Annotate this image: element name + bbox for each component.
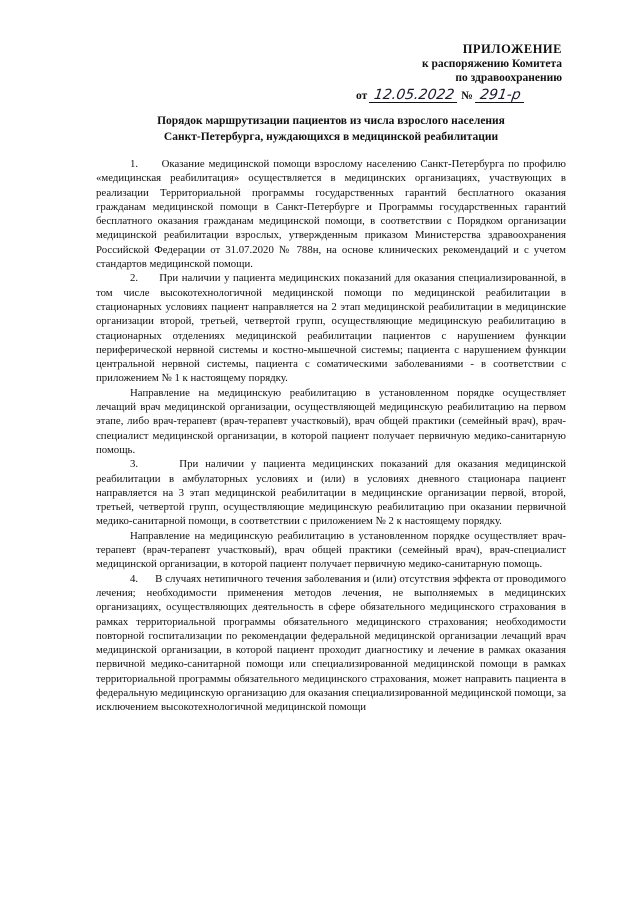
document-title-line-2: Санкт-Петербурга, нуждающихся в медицинской реабилитации xyxy=(163,130,499,143)
order-date: 12.05.2022 xyxy=(369,88,459,103)
appendix-title: ПРИЛОЖЕНИЕ xyxy=(462,42,562,56)
paragraph-4: 4. В случаях нетипичного течения заболевания и (или) отсутствия эффекта от проводимого лечения; необходимости применения методов лечения, не выполняемых в медицинских организациях, осуществляющих деятельность в сфере обязательного медицинского страхования в рамках территориальной программы обязательного медицинского страхования; необходимости повторной госпитализации по рекомендации федеральной медицинской организации лечащий врач медицинской организации, в которой пациент проходит диагностику и лечение в рамках оказания первичной медико-санитарной помощи или специализированной медицинской помощи в рамках территориальной программы обязательного медицинского страхования, может направить пациента в федеральную медицинскую организацию для оказания специализированной медицинской помощи, за исключением высокотехнологичной медицинской помощи xyxy=(96,572,566,714)
document-title-line-1: Порядок маршрутизации пациентов из числа взрослого населения xyxy=(157,115,505,127)
paragraph-3: 3. При наличии у пациента медицинских показаний для оказания медицинской реабилитации в амбулаторных условиях и (или) в условиях дневного стационара пациент направляется на 3 этап медицинской реабилитации в медицинские организации первой, второй, третьей, четвертой групп, осуществляющие медицинскую реабилитацию при оказании первичной медико-санитарной помощи, в соответствии с приложением № 2 к настоящему порядку. xyxy=(96,458,566,528)
order-prefix: от xyxy=(356,90,368,102)
paragraph-3-referral: Направление на медицинскую реабилитацию в установленном порядке осуществляет врач-терапевт (врач-терапевт участковый), врач общей практики (семейный врач), врач-специалист медицинской организации, в которой пациент получает первичную медико-санитарную помощь. xyxy=(96,529,566,571)
document-title xyxy=(96,114,566,145)
paragraph-1: 1. Оказание медицинской помощи взрослому населению Санкт-Петербурга по профилю «медицинская реабилитация» осуществляется в медицинских организациях, участвующих в реализации Территориальной программы государственных гарантий бесплатного оказания гражданам медицинской помощи в Санкт-Петербурге и Программы государственных гарантий бесплатного оказания гражданам медицинской помощи, в соответствии с Порядком организации медицинской реабилитации взрослых, утвержденным приказом Министерства здравоохранения Российской Федерации от 31.07.2020 № 788н, на основе клинических рекомендаций и с учетом стандартов медицинской помощи. xyxy=(96,158,566,271)
order-number: 291-р xyxy=(475,88,526,103)
appendix-header xyxy=(422,42,562,86)
order-number-label: № xyxy=(461,90,473,102)
appendix-line-2: по здравоохранению xyxy=(455,72,562,84)
document-body xyxy=(96,157,566,715)
order-reference xyxy=(356,88,566,103)
appendix-line-1: к распоряжению Комитета xyxy=(422,57,562,70)
paragraph-2: 2. При наличии у пациента медицинских показаний для оказания специализированной, в том числе высокотехнологичной медицинской помощи по медицинской реабилитации в стационарных условиях пациент направляется на 2 этап медицинской реабилитации в медицинские организации второй, третьей, четвертой групп, осуществляющие медицинскую реабилитацию в стационарных отделениях медицинской реабилитации пациентов с нарушением функции периферической нервной системы и костно-мышечной системы; пациента с нарушением функции центральной нервной системы, пациента с соматическими заболеваниями - в соответствии с приложением № 1 к настоящему порядку. xyxy=(96,272,566,385)
paragraph-2-referral: Направление на медицинскую реабилитацию в установленном порядке осуществляет лечащий врач медицинской организации, осуществляющей медицинскую реабилитацию на первом этапе, либо врач-терапевт (врач-терапевт участковый), врач общей практики (семейный врач), врач-специалист медицинской организации, в которой пациент получает первичную медико-санитарную помощь. xyxy=(96,386,566,456)
